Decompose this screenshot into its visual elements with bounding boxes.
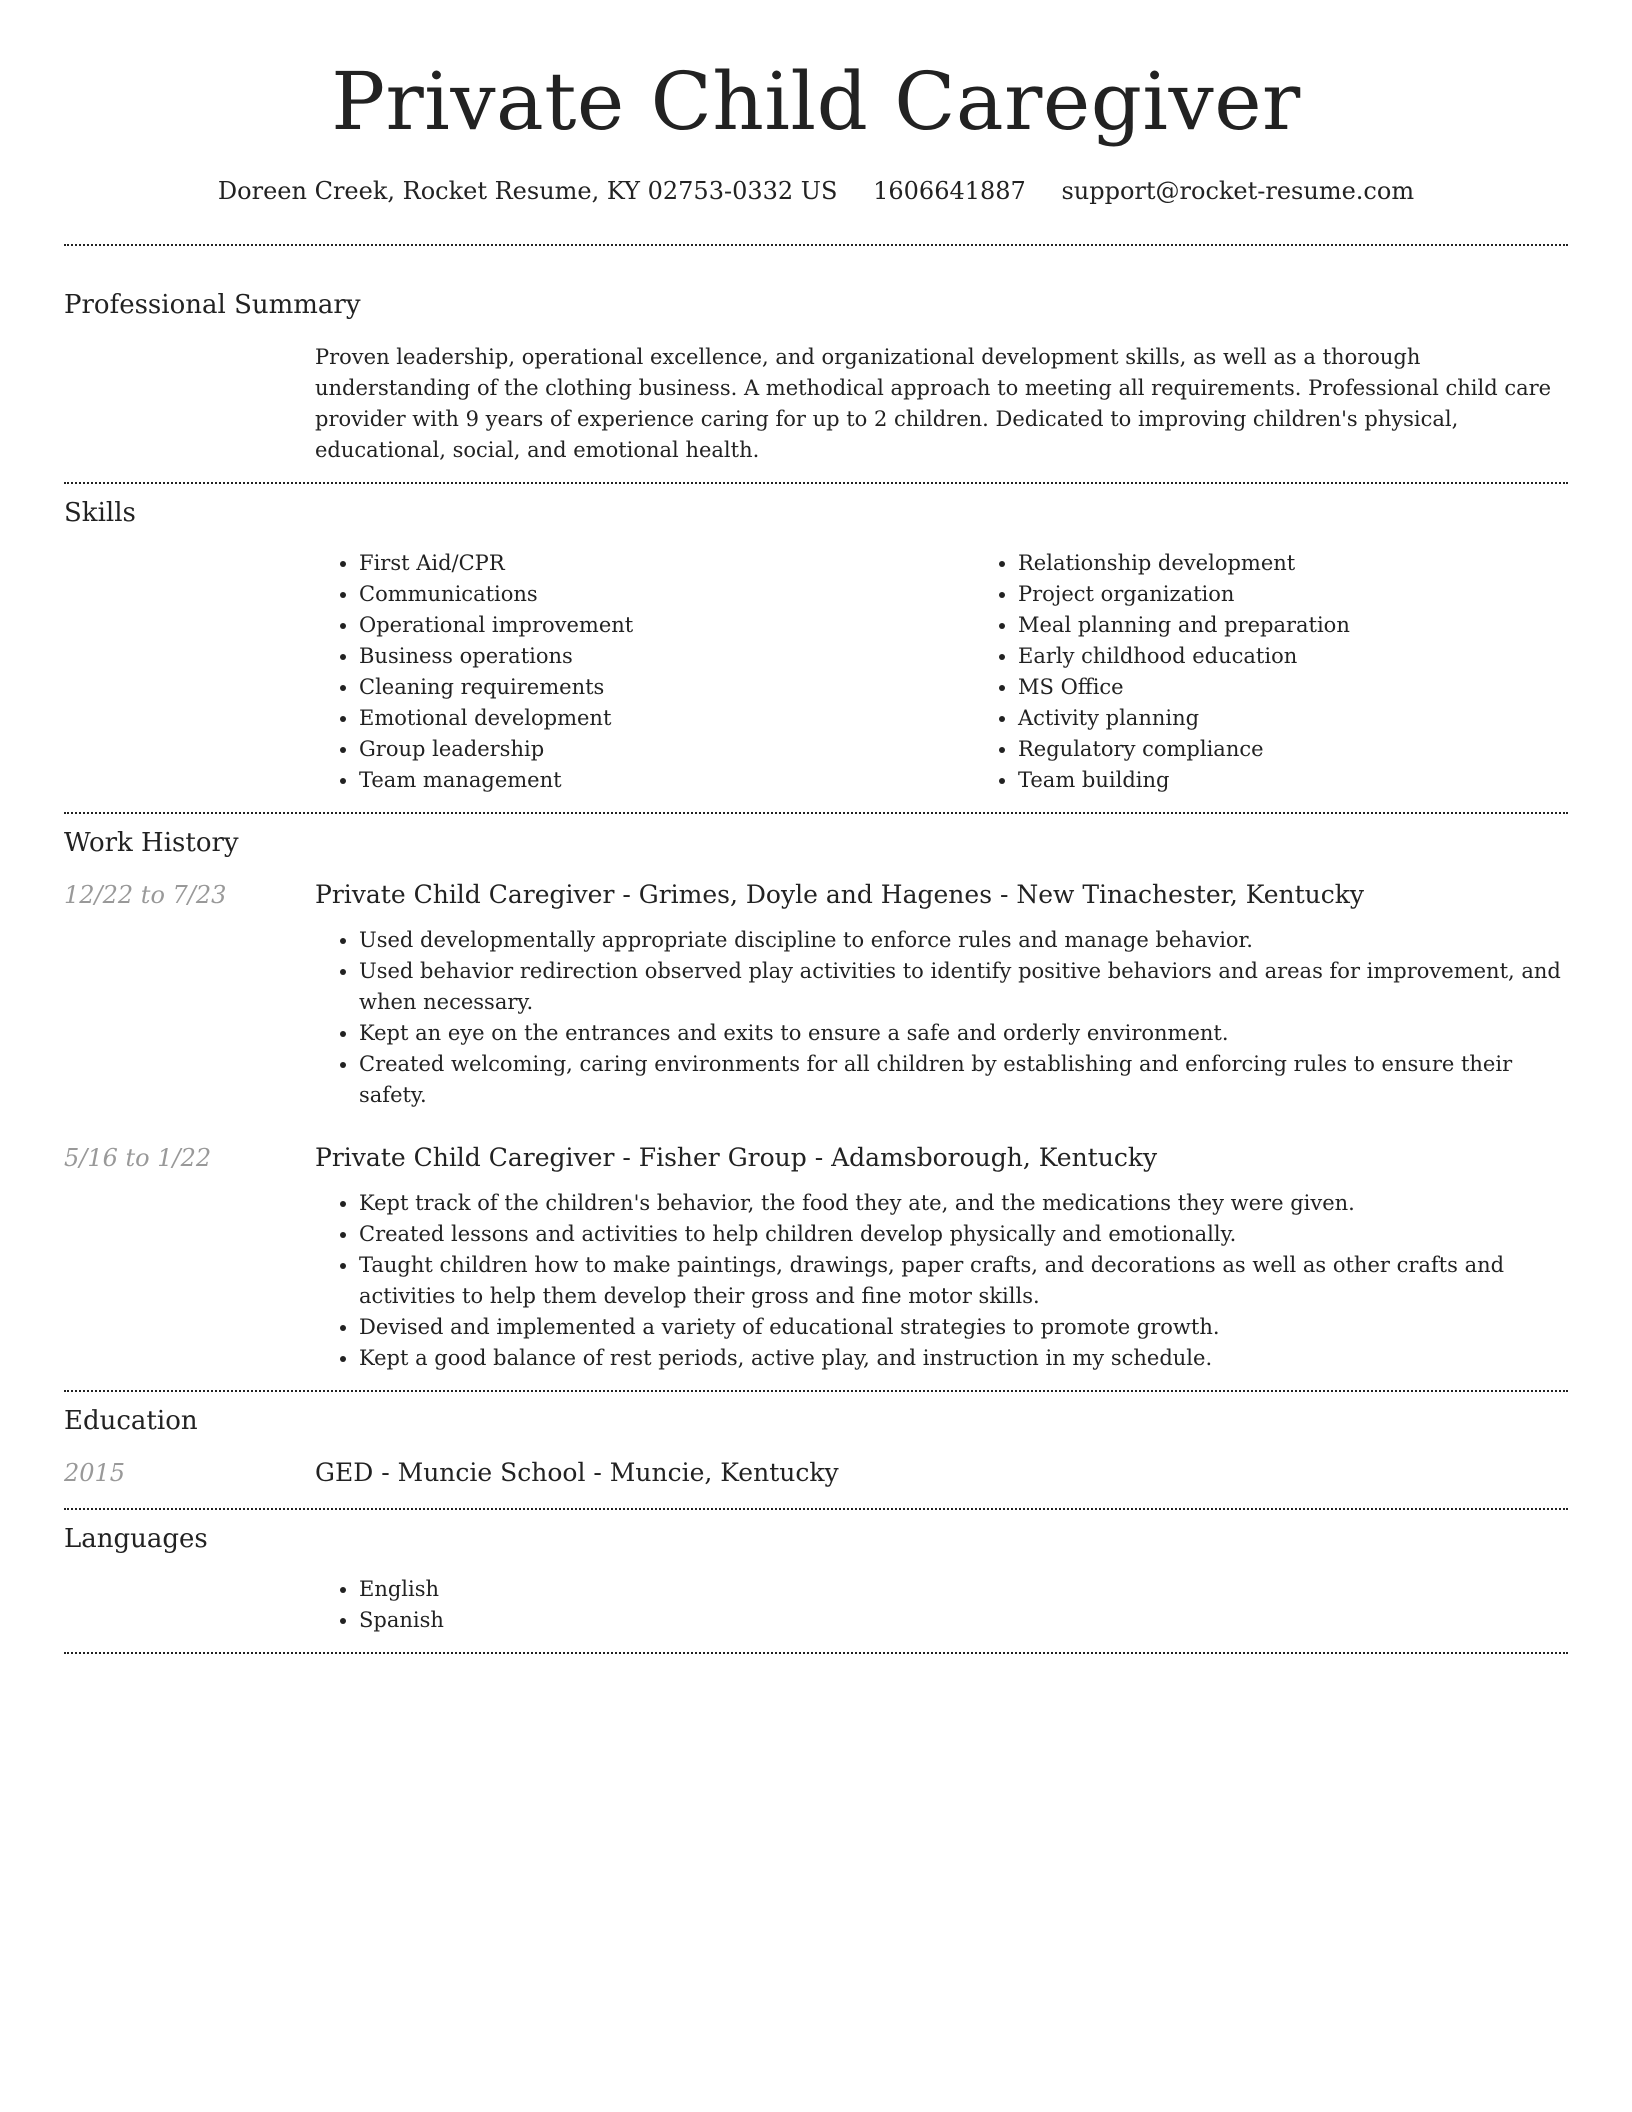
skills-section [64,484,1568,812]
contact-address: Doreen Creek, Rocket Resume, KY 02753-0332 US [217,177,838,205]
skill-item: • Early childhood education [1018,641,1632,672]
skill-item: • Project organization [1018,579,1632,610]
skill-item: • Operational improvement [359,610,974,641]
job-bullets [315,1188,1568,1374]
skill-item: • Regulatory compliance [1018,734,1632,765]
skill-item: • Emotional development [359,703,974,734]
job-bullet: • Taught children how to make paintings, drawings, paper crafts, and decorations as well as other crafts and activities to help them develop their gross and fine motor skills. [359,1250,1568,1312]
job-bullet: • Kept an eye on the entrances and exits to ensure a safe and orderly environment. [359,1018,1568,1049]
job-bullet: • Devised and implemented a variety of educational strategies to promote growth. [359,1312,1568,1343]
skill-item: • Relationship development [1018,548,1632,579]
divider [64,1652,1568,1654]
job-bullet: • Kept a good balance of rest periods, active play, and instruction in my schedule. [359,1343,1568,1374]
summary-heading: Professional Summary [64,290,361,320]
education-degree: GED - Muncie School - Muncie, Kentucky [315,1458,839,1487]
job-entry [64,1141,1568,1374]
work-history-section [64,814,1568,1390]
skill-item: • First Aid/CPR [359,548,974,579]
job-bullet: • Kept track of the children's behavior, the food they ate, and the medications they were given. [359,1188,1568,1219]
job-bullets [315,925,1568,1111]
skills-heading: Skills [64,498,136,528]
skill-item: • Business operations [359,641,974,672]
skill-item: • Team management [359,765,974,796]
education-year: 2015 [64,1459,126,1487]
contact-phone: 1606641887 [873,177,1026,205]
summary-left-spacer [64,342,315,466]
skill-item: • Activity planning [1018,703,1632,734]
summary-section [64,246,1568,482]
contact-email: support@rocket-resume.com [1061,177,1415,205]
skills-list-left [315,548,974,796]
education-section [64,1392,1568,1508]
skill-item: • MS Office [1018,672,1632,703]
job-title: Private Child Caregiver - Grimes, Doyle and Hagenes - New Tinachester, Kentucky [315,880,1365,909]
skill-item: • Team building [1018,765,1632,796]
language-item: • English [359,1574,1568,1605]
job-bullet: • Used developmentally appropriate discipline to enforce rules and manage behavior. [359,925,1568,956]
skills-left-spacer [64,548,315,796]
skills-list-right [974,548,1632,796]
work-history-heading: Work History [64,828,239,858]
job-bullet: • Created lessons and activities to help children develop physically and emotionally. [359,1219,1568,1250]
summary-text: Proven leadership, operational excellence, and organizational development skills, as well as a thorough understanding of the clothing business. A methodical approach to meeting all requirements. Professional child care provider with 9 years of experience caring for up to 2 children. Dedicated to improving children's physical, educational, social, and emotional health. [315,345,1552,462]
job-title: Private Child Caregiver - Fisher Group - Adamsborough, Kentucky [315,1143,1158,1172]
languages-row [64,1574,1568,1652]
resume-name: Private Child Caregiver [331,55,1301,148]
job-entry [64,878,1568,1111]
job-bullet: • Used behavior redirection observed play activities to identify positive behaviors and areas for improvement, and when necessary. [359,956,1568,1018]
languages-heading: Languages [64,1524,208,1554]
education-heading: Education [64,1406,198,1436]
languages-section [64,1510,1568,1652]
job-dates: 5/16 to 1/22 [64,1144,212,1172]
skills-row [64,548,1568,812]
language-item: • Spanish [359,1605,1568,1636]
education-entry [64,1456,1568,1508]
work-history-content [64,878,1568,1390]
languages-left-spacer [64,1574,315,1636]
skill-item: • Meal planning and preparation [1018,610,1632,641]
summary-row [64,342,1568,482]
skill-item: • Communications [359,579,974,610]
contact-line [64,174,1568,208]
job-bullet: • Created welcoming, caring environments for all children by establishing and enforcing rules to ensure their safety. [359,1049,1568,1111]
languages-list [315,1574,1568,1636]
skill-item: • Group leadership [359,734,974,765]
job-dates: 12/22 to 7/23 [64,881,227,909]
skill-item: • Cleaning requirements [359,672,974,703]
